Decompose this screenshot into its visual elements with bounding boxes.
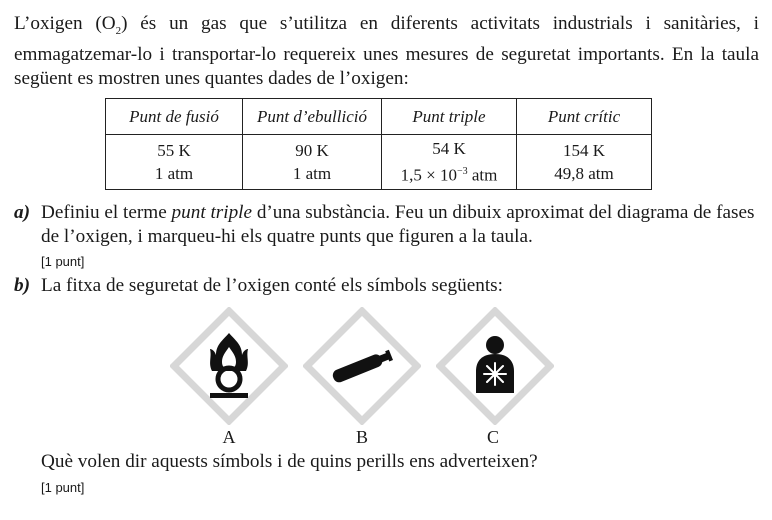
intro-text-start: L’oxigen (O [14,13,116,34]
pictogram-label-a: A [222,427,236,447]
intro-text-rest: ) és un gas que s’utilitza en diferents activitats industrials i sanitàries, i emmagatzemar-lo i transportar-lo requereix unes mesures de seguretat importants. En la taula següent es mostren unes quantes dades de l’oxigen: [14,13,759,89]
question-a-text [41,201,759,249]
table-cell [382,135,517,190]
question-a-term: punt triple [171,202,253,223]
table-cell [243,135,382,190]
pictogram-label-c: C [486,427,499,447]
table-header: Punt triple [382,99,517,135]
cell-pressure: 49,8 atm [554,164,614,183]
table-cell [106,135,243,190]
cell-temperature: 55 K [157,141,191,160]
question-b [14,274,759,298]
table-row [106,135,652,190]
cell-temperature: 54 K [432,139,466,159]
question-a-points: [1 punt] [41,254,85,269]
question-b-points: [1 punt] [41,480,85,495]
cell-temperature: 154 K [562,141,606,160]
table-header-row [106,99,652,135]
table-header: Punt crític [517,99,652,135]
question-b-text: La fitxa de seguretat de l’oxigen conté els símbols següents: [41,275,503,296]
question-a [14,201,759,249]
question-a-label: a) [14,202,30,223]
cell-pressure: 1 atm [292,164,332,183]
intro-subscript: 2 [115,24,122,37]
question-b-label: b) [14,275,30,296]
health-hazard-icon [436,307,554,425]
question-a-text-start: Definiu el terme [41,202,172,223]
question-a-text-rest: d’una substància. Feu un dibuix aproximat del diagrama de fases de l’oxigen, i marqueu-hi els quatre punts que figuren a la taula. [41,202,755,247]
triple-pressure-unit: atm [467,165,498,185]
table-cell [517,135,652,190]
question-b-prompt: Què volen dir aquests símbols i de quins perills ens adverteixen? [41,451,538,472]
triple-pressure-mantissa: 1,5 × 10 [400,165,457,185]
oxygen-data-table [105,98,652,190]
pictogram-label-b: B [355,427,368,447]
triple-pressure-exponent: −3 [456,166,468,178]
cell-pressure: 1 atm [154,164,194,183]
table-header: Punt de fusió [106,99,243,135]
gas-cylinder-icon [303,307,421,425]
table-header: Punt d’ebullició [243,99,382,135]
flame-over-circle-icon [170,307,288,425]
intro-paragraph [14,12,759,91]
cell-temperature: 90 K [295,141,329,160]
